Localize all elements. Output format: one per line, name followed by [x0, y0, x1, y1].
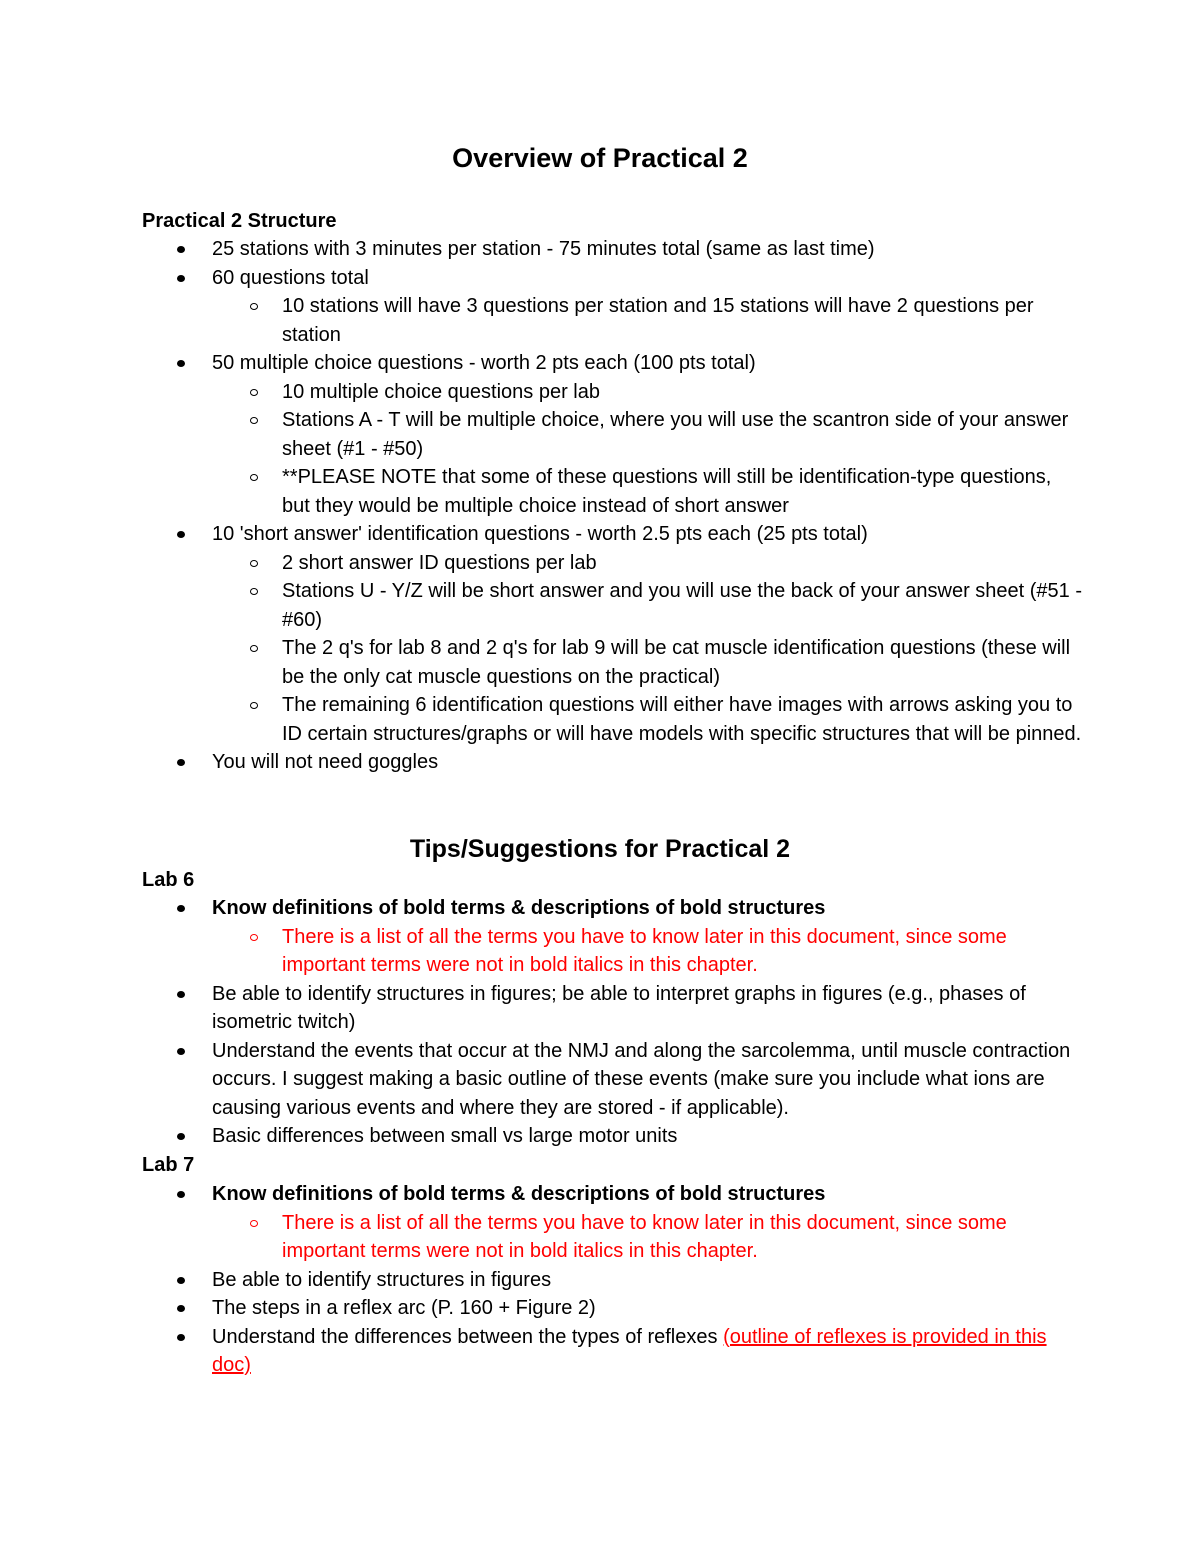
- sub-list-item: The 2 q's for lab 8 and 2 q's for lab 9 will be cat muscle identification questions (these will be the only cat muscle questions on the practical): [212, 634, 1082, 691]
- sub-list-item: 10 multiple choice questions per lab: [212, 378, 1082, 407]
- list-item: Be able to identify structures in figures: [142, 1266, 1082, 1295]
- circle-bullet-icon: [250, 389, 258, 396]
- list-item: Understand the events that occur at the NMJ and along the sarcolemma, until muscle contraction occurs. I suggest making a basic outline of these events (make sure you include what ions are causing various events and where they are stored - if applicable).: [142, 1037, 1082, 1123]
- bullet-icon: [177, 1277, 185, 1284]
- circle-bullet-icon: [250, 1220, 258, 1227]
- sub-list-item: **PLEASE NOTE that some of these questions will still be identification-type questions, but they would be multiple choice instead of short answer: [212, 463, 1082, 520]
- circle-bullet-icon: [250, 417, 258, 424]
- list-item: Know definitions of bold terms & descriptions of bold structures: [142, 894, 1082, 923]
- list-item: The steps in a reflex arc (P. 160 + Figure 2): [142, 1294, 1082, 1323]
- list-item: You will not need goggles: [142, 748, 1082, 777]
- bullet-icon: [177, 1133, 185, 1140]
- bullet-icon: [177, 1048, 185, 1055]
- circle-bullet-icon: [250, 303, 258, 310]
- lab7-list: [142, 1180, 1082, 1380]
- lab7-heading: Lab 7: [142, 1154, 195, 1176]
- section-heading-structure: Practical 2 Structure: [142, 210, 337, 232]
- list-item: 25 stations with 3 minutes per station - 75 minutes total (same as last time): [142, 235, 1082, 264]
- bullet-icon: [177, 531, 185, 538]
- circle-bullet-icon: [250, 934, 258, 941]
- circle-bullet-icon: [250, 560, 258, 567]
- tips-title: Tips/Suggestions for Practical 2: [409, 835, 791, 863]
- list-item: 50 multiple choice questions - worth 2 pts each (100 pts total): [142, 349, 1082, 378]
- reflex-outline-link[interactable]: (outline of reflexes is provided in this doc): [212, 1325, 1047, 1376]
- bullet-icon: [177, 905, 185, 912]
- list-item: Basic differences between small vs large motor units: [142, 1122, 1082, 1151]
- list-item: 10 'short answer' identification questions - worth 2.5 pts each (25 pts total): [142, 520, 1082, 549]
- lab6-heading: Lab 6: [142, 869, 195, 891]
- bullet-icon: [177, 1334, 185, 1341]
- sub-list-item: 2 short answer ID questions per lab: [212, 549, 1082, 578]
- bullet-icon: [177, 1191, 185, 1198]
- bullet-icon: [177, 360, 185, 367]
- sub-list-item: Stations A - T will be multiple choice, where you will use the scantron side of your answer sheet (#1 - #50): [212, 406, 1082, 463]
- sub-list-item: There is a list of all the terms you have to know later in this document, since some important terms were not in bold italics in this chapter.: [212, 1209, 1082, 1266]
- circle-bullet-icon: [250, 474, 258, 481]
- bullet-icon: [177, 759, 185, 766]
- list-item: Understand the differences between the types of reflexes (outline of reflexes is provided in this doc): [142, 1323, 1082, 1380]
- bullet-icon: [177, 246, 185, 253]
- list-item: Be able to identify structures in figures; be able to interpret graphs in figures (e.g., phases of isometric twitch): [142, 980, 1082, 1037]
- bullet-icon: [177, 275, 185, 282]
- sub-list-item: Stations U - Y/Z will be short answer and you will use the back of your answer sheet (#51 - #60): [212, 577, 1082, 634]
- circle-bullet-icon: [250, 702, 258, 709]
- sub-list-item: 10 stations will have 3 questions per station and 15 stations will have 2 questions per station: [212, 292, 1082, 349]
- page-title: Overview of Practical 2: [452, 143, 748, 173]
- circle-bullet-icon: [250, 645, 258, 652]
- list-item: Know definitions of bold terms & descriptions of bold structures: [142, 1180, 1082, 1209]
- structure-list: [142, 235, 1082, 777]
- bullet-icon: [177, 991, 185, 998]
- sub-list-item: The remaining 6 identification questions will either have images with arrows asking you to ID certain structures/graphs or will have models with specific structures that will be pinned.: [212, 691, 1082, 748]
- list-item: 60 questions total: [142, 264, 1082, 293]
- bullet-icon: [177, 1305, 185, 1312]
- circle-bullet-icon: [250, 588, 258, 595]
- sub-list-item: There is a list of all the terms you have to know later in this document, since some important terms were not in bold italics in this chapter.: [212, 923, 1082, 980]
- lab6-list: [142, 894, 1082, 1151]
